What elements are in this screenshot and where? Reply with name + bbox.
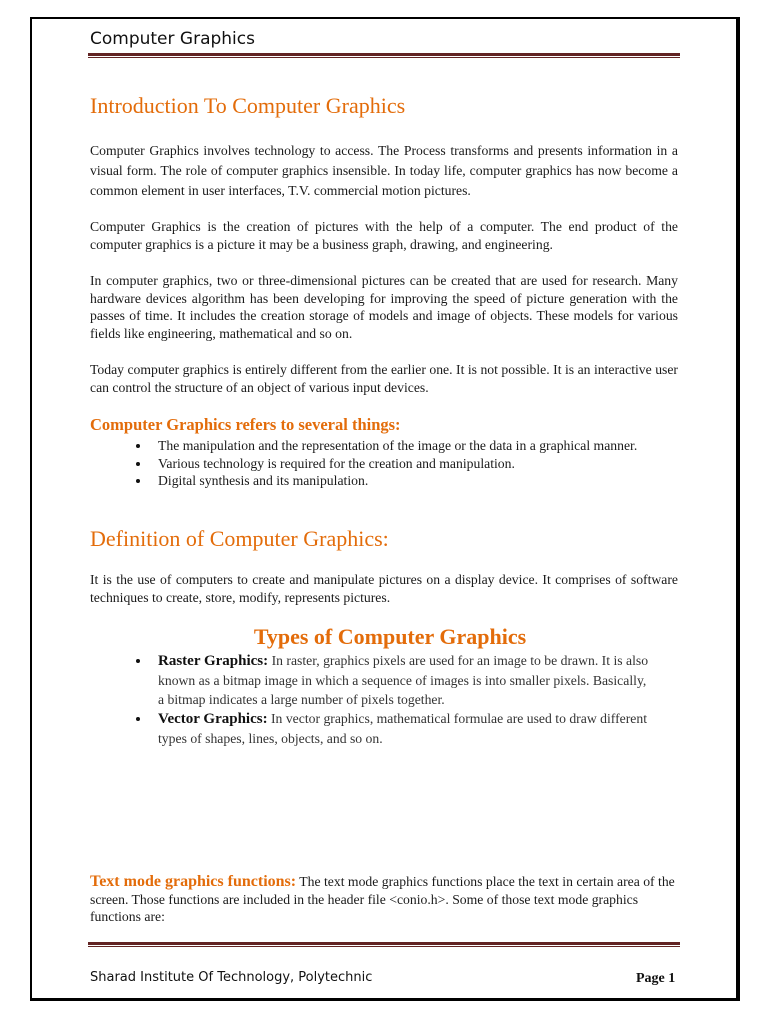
term: Raster Graphics: [158, 653, 269, 669]
refers-list [158, 437, 658, 490]
list-item: Various technology is required for the creation and manipulation. [158, 455, 658, 473]
footer-institute: Sharad Institute Of Technology, Polytechnic [90, 970, 373, 985]
intro-heading: Introduction To Computer Graphics [90, 93, 406, 118]
header-rule-thin [88, 57, 680, 58]
types-list [158, 651, 650, 748]
term: Vector Graphics: [158, 711, 268, 727]
intro-paragraph: In computer graphics, two or three-dimensional pictures can be created that are used for research. Many hardware devices algorithm has been developing for improving the speed of picture generation with the passes of time. It includes the creation storage of models and image of objects. These models for various fields like engineering, mathematical and so on. [90, 273, 678, 341]
page-number: Page 1 [636, 971, 676, 986]
intro-paragraph: Computer Graphics involves technology to access. The Process transforms and presents information in a visual form. The role of computer graphics insensible. In today life, computer graphics has now become a common element in user interfaces, T.V. commercial motion pictures. [90, 143, 678, 198]
running-header-title: Computer Graphics [90, 29, 255, 49]
list-item [158, 651, 650, 709]
footer-rule [88, 942, 680, 945]
definition-heading: Definition of Computer Graphics: [90, 526, 389, 551]
definition-paragraph: It is the use of computers to create and manipulate pictures on a display device. It comprises of software techniques to create, store, modify, represents pictures. [90, 572, 678, 605]
types-heading: Types of Computer Graphics [253, 624, 527, 649]
header-rule [88, 53, 680, 56]
intro-paragraph: Computer Graphics is the creation of pictures with the help of a computer. The end product of the computer graphics is a picture it may be a business graph, drawing, and engineering. [90, 219, 678, 252]
textmode-heading: Text mode graphics functions: [90, 873, 297, 890]
footer-rule-thin [88, 946, 680, 947]
refers-heading: Computer Graphics refers to several things: [90, 415, 401, 434]
term-description: In vector graphics, mathematical formulae are used to draw different types of shapes, lines, objects, and so on. [158, 711, 647, 746]
intro-paragraph: Today computer graphics is entirely different from the earlier one. It is not possible. It is an interactive user can control the structure of an object of various input devices. [90, 362, 678, 395]
textmode-paragraph [90, 873, 678, 926]
list-item [158, 709, 650, 748]
list-item: Digital synthesis and its manipulation. [158, 472, 658, 490]
list-item: The manipulation and the representation of the image or the data in a graphical manner. [158, 437, 658, 455]
term-description: In raster, graphics pixels are used for an image to be drawn. It is also known as a bitmap image in which a sequence of images is into smaller pixels. Basically, a bitmap indicates a large number of pixels together. [158, 653, 649, 707]
textmode-text: The text mode graphics functions place the text in certain area of the screen. Those functions are included in the header file <conio.h>. Some of those text mode graphics functions are: [90, 874, 675, 924]
